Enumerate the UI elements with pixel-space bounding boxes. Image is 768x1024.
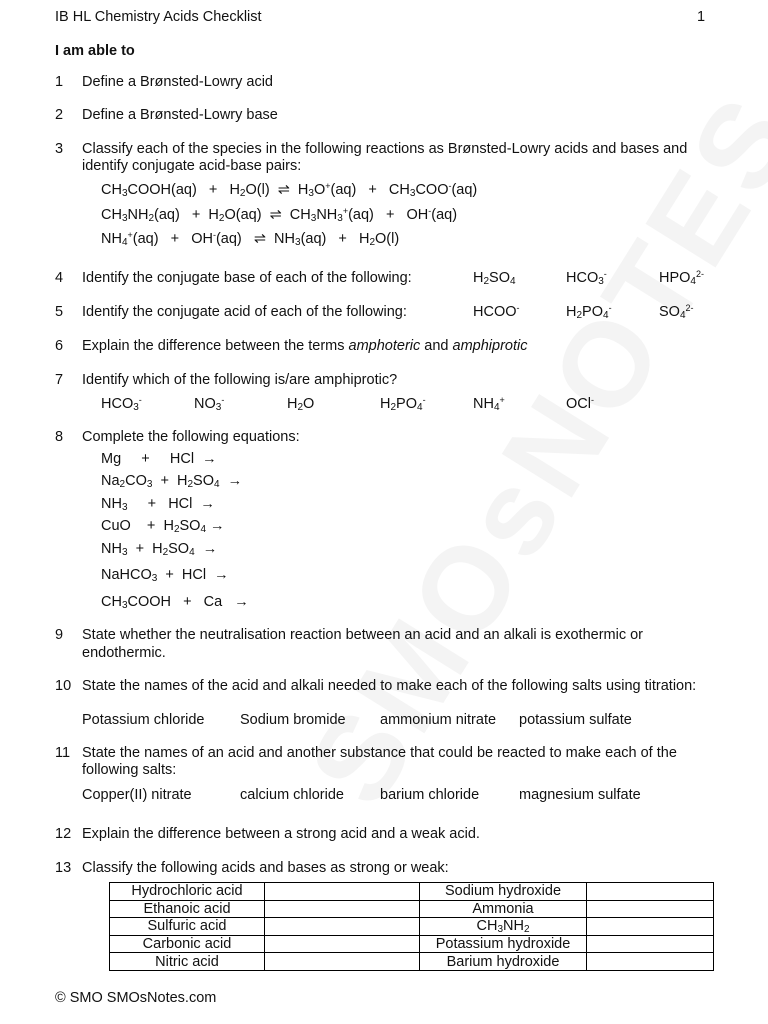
item-text-continued: identify conjugate acid-base pairs: [82,158,302,174]
item-number: 6 [55,338,64,354]
answer-cell[interactable] [587,883,714,901]
item-text: Classify each of the species in the following reactions as Brønsted-Lowry acids and bases and [82,141,688,157]
answer-cell[interactable] [265,935,420,953]
answer-cell[interactable] [265,900,420,918]
item-number: 7 [55,372,64,388]
intro-heading: I am able to [55,43,135,59]
salt-name: calcium chloride [240,787,344,803]
species: $SO_4^{2-}$ [659,303,694,321]
species: OCl- [566,395,594,412]
item-number: 2 [55,107,64,123]
item-text: State whether the neutralisation reaction between an acid and an alkali is exothermic or [82,627,643,643]
equation: $CH_3COOH + Ca$ → [101,594,249,611]
equation-2: $CH_3NH_2(aq) + H_2O(aq)$ ⇌ $CH_3NH_3^+(aq) + OH^-(aq)$ [101,206,458,224]
item-text: Define a Brønsted-Lowry base [82,107,278,123]
footer-copyright: © SMO SMOsNotes.com [55,990,217,1006]
species: $HPO_4^{2-}$ [659,269,704,287]
salt-name: barium chloride [380,787,480,803]
classification-table [109,882,714,971]
table-row [110,935,714,953]
salt-name: Copper(II) nitrate [82,787,192,803]
species: $H_2PO_4^-$ [566,303,612,321]
table-row [110,883,714,901]
item-text: Explain the difference between a strong acid and a weak acid. [82,826,480,842]
species: $HCO_3^-$ [101,395,142,413]
acid-name-cell: Ethanoic acid [110,900,265,918]
item-text: State the names of the acid and alkali needed to make each of the following salts using titration: [82,678,697,694]
item-number: 5 [55,304,64,320]
item-number: 3 [55,141,64,157]
base-name-cell: $CH_3NH_2$ [420,918,587,936]
salt-name: Sodium bromide [240,712,346,728]
equation: NaHCO$_3$ + HCl → [101,567,229,584]
item-text: Identify the conjugate base of each of the following: [82,270,412,286]
item-number: 8 [55,429,64,445]
equation: $NH_3$ + HCl → [101,496,215,513]
answer-cell[interactable] [265,918,420,936]
item-text: Complete the following equations: [82,429,300,445]
equation: $Na_2CO_3 + H_2SO_4$ → [101,473,243,490]
term-amphiprotic: amphiprotic [452,338,528,354]
item-number: 13 [55,860,72,876]
table-row [110,900,714,918]
answer-cell[interactable] [265,953,420,971]
species: $NO_3^-$ [194,395,225,413]
base-name-cell: Ammonia [420,900,587,918]
salt-name: Potassium chloride [82,712,205,728]
item-text: Explain the difference between the terms amphoteric and amphiprotic [82,338,528,354]
item-number: 9 [55,627,64,643]
acid-name-cell: Sulfuric acid [110,918,265,936]
page-header-title: IB HL Chemistry Acids Checklist [55,9,262,25]
species: $HCO_3^-$ [566,269,607,287]
equation: $NH_3 + H_2SO_4$ → [101,541,218,558]
table-row [110,918,714,936]
salt-name: magnesium sulfate [519,787,641,803]
species: $H_2O$ [287,396,315,413]
answer-cell[interactable] [587,918,714,936]
species: $H_2PO_4^-$ [380,395,426,413]
table-row [110,953,714,971]
salt-name: ammonium nitrate [380,712,497,728]
item-text: Identify the conjugate acid of each of the following: [82,304,407,320]
acid-name-cell: Carbonic acid [110,935,265,953]
species: $NH_4^+$ [473,395,505,413]
answer-cell[interactable] [587,953,714,971]
item-text-continued: endothermic. [82,645,166,661]
acid-name-cell: Hydrochloric acid [110,883,265,901]
base-name-cell: Potassium hydroxide [420,935,587,953]
species: HCOO- [473,303,520,320]
term-amphoteric: amphoteric [348,338,421,354]
item-number: 1 [55,74,64,90]
answer-cell[interactable] [587,900,714,918]
equation-3: $NH_4^+(aq) + OH^-(aq)$ ⇌ $NH_3(aq) + H_2O(l)$ [101,230,400,248]
item-number: 12 [55,826,72,842]
base-name-cell: Barium hydroxide [420,953,587,971]
equation: CuO + $H_2SO_4$ → [101,518,225,535]
equation-1: $CH_3COOH(aq) + H_2O(l)$ ⇌ $H_3O^+(aq) + CH_3COO^-(aq)$ [101,181,478,199]
species: $H_2SO_4$ [473,270,516,287]
answer-cell[interactable] [587,935,714,953]
item-number: 10 [55,678,72,694]
item-text: Define a Brønsted-Lowry acid [82,74,273,90]
item-text: Classify the following acids and bases as strong or weak: [82,860,449,876]
item-text: Identify which of the following is/are amphiprotic? [82,372,398,388]
equation: Mg + HCl → [101,451,217,467]
page-number: 1 [697,9,706,25]
item-number: 11 [55,745,71,761]
salt-name: potassium sulfate [519,712,632,728]
answer-cell[interactable] [265,883,420,901]
item-text-continued: following salts: [82,762,177,778]
item-number: 4 [55,270,64,286]
base-name-cell: Sodium hydroxide [420,883,587,901]
item-text: State the names of an acid and another substance that could be reacted to make each of the [82,745,677,761]
acid-name-cell: Nitric acid [110,953,265,971]
